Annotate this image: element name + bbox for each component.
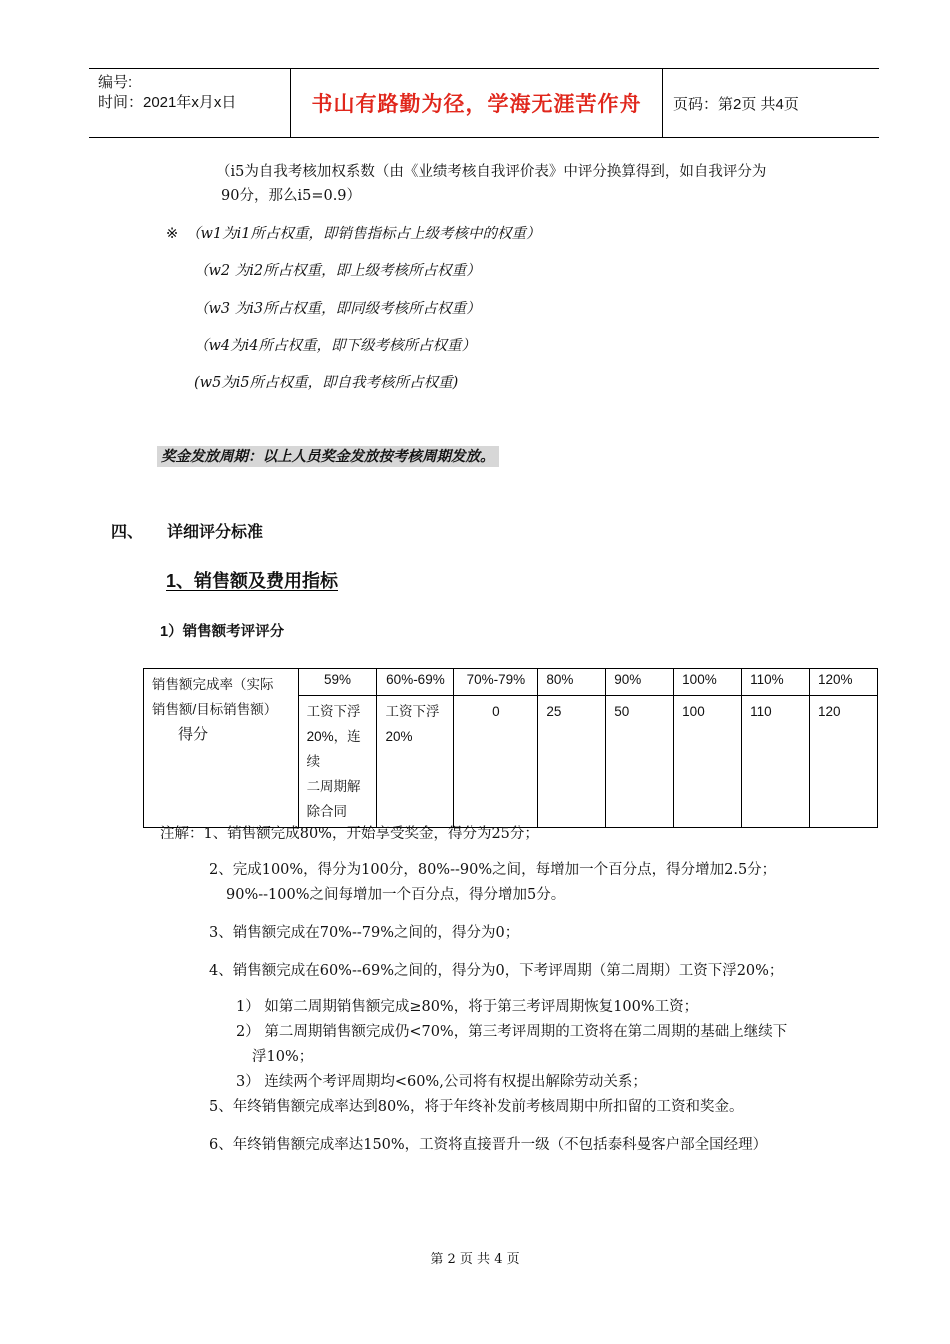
rate-cell: 120% (810, 669, 878, 696)
note-5: 5、年终销售额完成率达到80%，将于年终补发前考核周期中所扣留的工资和奖金。 (209, 1099, 744, 1115)
score-line: 20% (385, 729, 413, 744)
header-page-label: 页码：第2页 共4页 (673, 96, 799, 113)
header-divider (662, 69, 663, 137)
subnote-3: 3） 连续两个考评周期均<60%,公司将有权提出解除劳动关系； (236, 1074, 647, 1090)
row-header-line-1: 销售额完成率（实际 (152, 677, 274, 692)
weights-marker: ※ (166, 226, 179, 242)
score-line: 除合同 (306, 804, 348, 819)
header-meta (98, 73, 236, 113)
subnote-1: 1） 如第二周期销售额完成≥80%，将于第三考评周期恢复100%工资； (236, 999, 699, 1015)
note-2b: 90%--100%之间每增加一个百分点，得分增加5分。 (226, 887, 566, 903)
section-title: 详细评分标准 (167, 524, 264, 541)
score-cell: 100 (674, 696, 742, 828)
weight-w1: （w1为i1所占权重，即销售指标占上级考核中的权重） (186, 226, 541, 242)
rate-cell: 100% (674, 669, 742, 696)
time-label: 时间：2021年x月x日 (98, 94, 237, 111)
header-motto: 书山有路勤为径，学海无涯苦作舟 (311, 91, 642, 116)
rate-cell: 110% (742, 669, 810, 696)
intro-line-2: 90分，那么i5=0.9） (221, 188, 362, 204)
rate-cell: 70%-79% (454, 669, 538, 696)
row-header-line-2: 销售额/目标销售额） (152, 702, 278, 717)
page-footer: 第 2 页 共 4 页 (430, 1252, 520, 1267)
weight-w5: (w5为i5所占权重，即自我考核所占权重) (194, 375, 459, 391)
bonus-period-note (157, 448, 499, 466)
subnote-2a: 2） 第二周期销售额完成仍<70%，第三考评周期的工资将在第二周期的基础上继续下 (236, 1024, 788, 1040)
note-4: 4、销售额完成在60%--69%之间的，得分为0，下考评周期（第二周期）工资下浮20%； (209, 963, 784, 979)
bonus-period-text: 奖金发放周期：以上人员奖金发放按考核周期发放。 (157, 446, 499, 467)
score-cell: 120 (810, 696, 878, 828)
row-header-score: 得分 (178, 726, 209, 743)
score-cell: 25 (538, 696, 606, 828)
score-line: 20%，连续 (306, 729, 361, 769)
rate-cell: 80% (538, 669, 606, 696)
subnote-2b: 浮10%； (252, 1049, 314, 1065)
serial-label: 编号: (98, 74, 133, 91)
weight-w2: （w2 为i2所占权重，即上级考核所占权重） (194, 263, 481, 279)
subsection-title: 1、销售额及费用指标 (166, 571, 339, 591)
note-2a: 2、完成100%，得分为100分，80%--90%之间，每增加一个百分点，得分增加2.5分； (209, 862, 777, 878)
score-cell (298, 696, 377, 828)
intro-line-1: （i5为自我考核加权系数（由《业绩考核自我评价表》中评分换算得到，如自我评分为 (216, 164, 767, 180)
score-cell: 110 (742, 696, 810, 828)
note-6: 6、年终销售额完成率达150%，工资将直接晋升一级（不包括泰科曼客户部全国经理） (209, 1137, 768, 1153)
score-cell (377, 696, 454, 828)
page-header (89, 68, 879, 138)
rate-cell: 60%-69% (377, 669, 454, 696)
score-cell: 50 (606, 696, 674, 828)
score-line: 工资下浮 (306, 704, 361, 719)
rate-cell: 59% (298, 669, 377, 696)
row-header-cell (144, 669, 299, 828)
rate-cell: 90% (606, 669, 674, 696)
note-1: 注解：1、销售额完成80%，开始享受奖金，得分为25分； (160, 826, 539, 842)
score-cell: 0 (454, 696, 538, 828)
sales-score-table (143, 668, 878, 828)
weight-w4: （w4为i4所占权重，即下级考核所占权重） (194, 338, 476, 354)
score-line: 工资下浮 (385, 704, 440, 719)
note-3: 3、销售额完成在70%--79%之间的，得分为0； (209, 925, 520, 941)
score-line: 二周期解 (306, 779, 361, 794)
weight-w3: （w3 为i3所占权重，即同级考核所占权重） (194, 301, 481, 317)
section-number: 四、 (111, 524, 144, 541)
table-row (144, 669, 878, 696)
subsection-subtitle: 1）销售额考评评分 (160, 624, 285, 640)
